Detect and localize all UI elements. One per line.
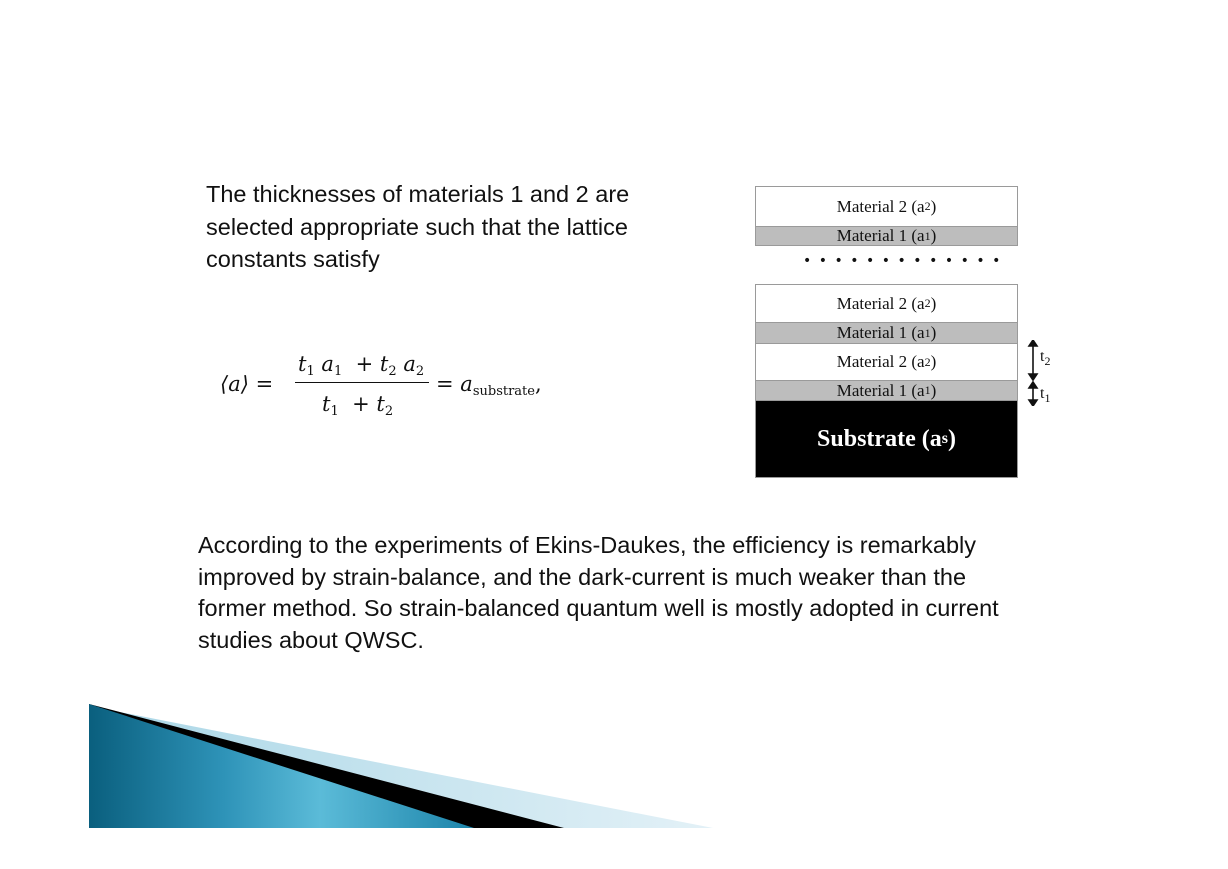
layer-material-1: Material 1 (a 1 ) xyxy=(755,380,1018,401)
conclusion-paragraph: According to the experiments of Ekins-Daukes, the efficiency is remarkably improved by strain-balance, and the dark-current is much weaker than the former method. So strain-balanced quantum well is mostly adopted in current studies about QWSC. xyxy=(198,532,999,653)
equation-lhs: ⟨a⟩ = xyxy=(220,372,274,396)
equation-numerator: $t_1$ $a_1 + t_2$ $a_2$ xyxy=(298,352,425,379)
intro-paragraph: The thicknesses of materials 1 and 2 are selected appropriate such that the lattice constants satisfy xyxy=(206,181,630,272)
thickness-label-t2: $t_2$ xyxy=(1040,348,1051,368)
layer-material-1: Material 1 (a 1 ) xyxy=(755,226,1018,246)
decorative-wedge-graphic xyxy=(89,704,713,828)
substrate-layer: Substrate (a s ) xyxy=(755,400,1018,478)
thickness-label-t1: $t_1$ xyxy=(1040,385,1051,405)
layer-material-1: Material 1 (a 1 ) xyxy=(755,322,1018,344)
repeat-ellipsis: ••••••••••••• xyxy=(803,253,1008,269)
equation-rhs: = $a_{substrate}$, xyxy=(436,372,542,399)
bottom-layer-stack xyxy=(755,284,1018,478)
layer-material-2: Material 2 (a 2 ) xyxy=(755,186,1018,227)
layer-material-2: Material 2 (a 2 ) xyxy=(755,343,1018,381)
thickness-arrows-icon xyxy=(1026,340,1040,406)
equation-denominator: $t_1 + t_2$ xyxy=(322,392,394,419)
layer-material-2: Material 2 (a 2 ) xyxy=(755,284,1018,323)
top-layer-stack xyxy=(755,186,1018,246)
fraction-bar xyxy=(295,382,429,383)
